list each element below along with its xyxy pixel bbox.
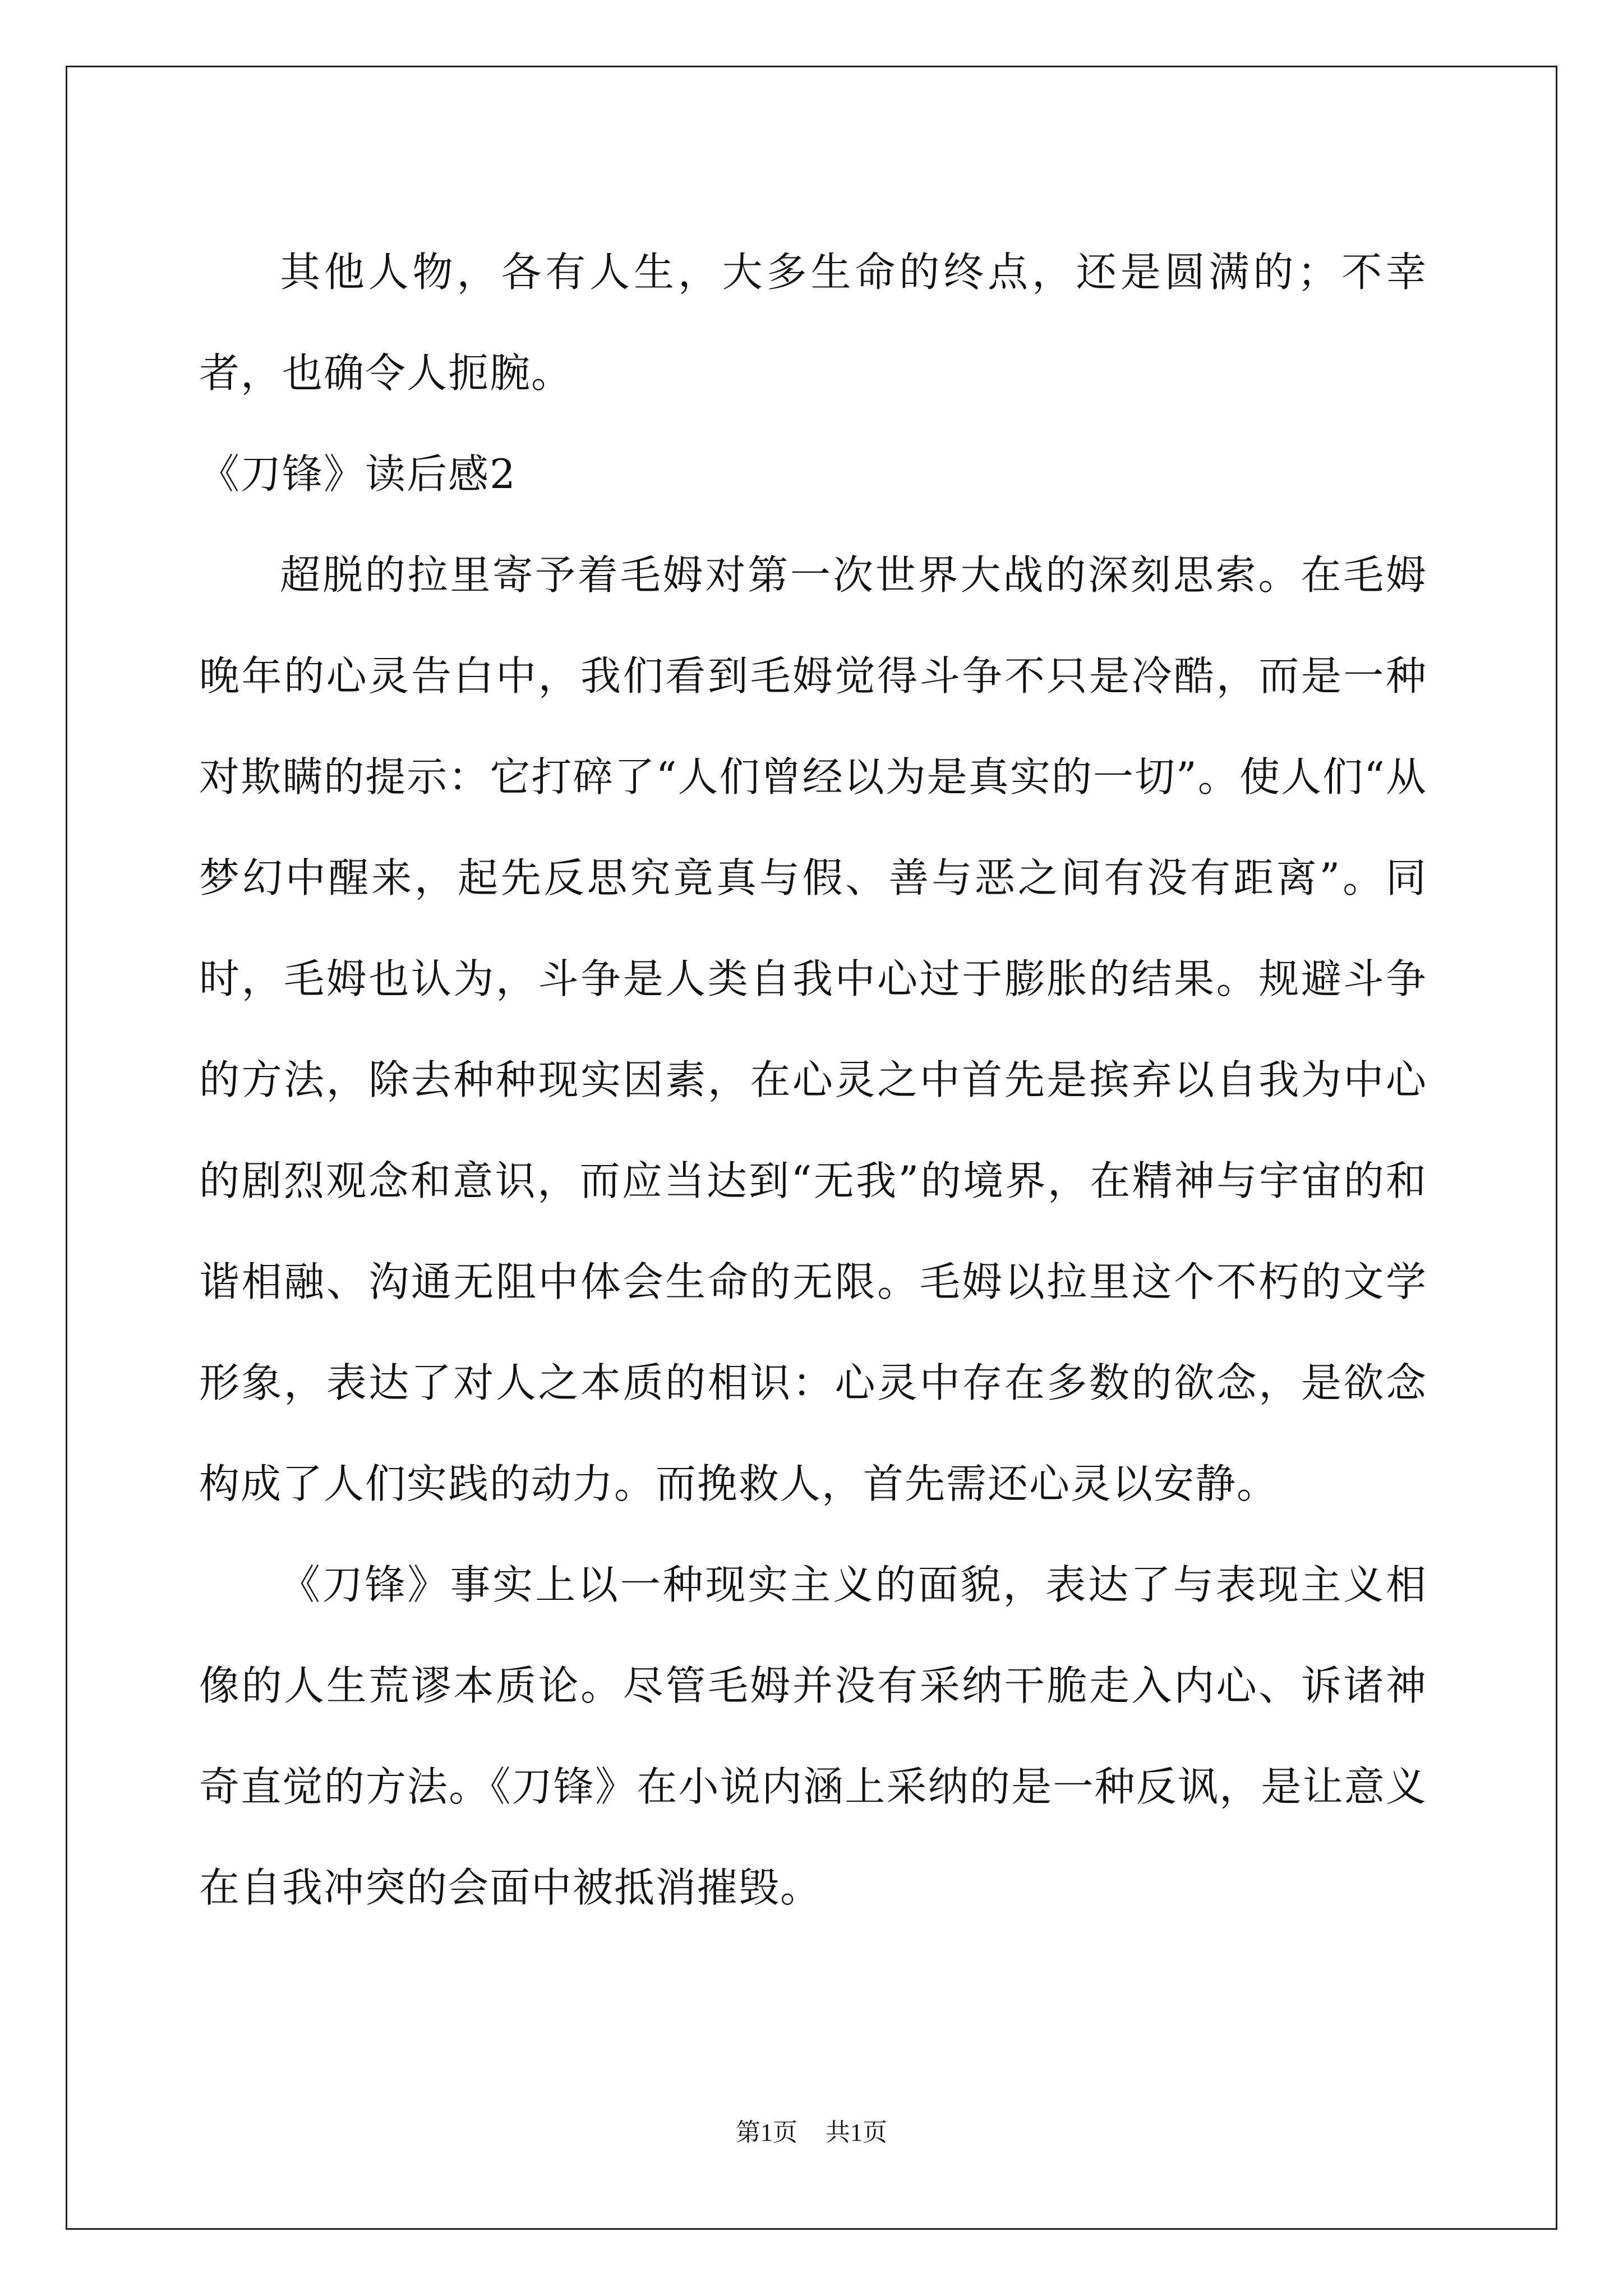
page-number: 第1页 <box>736 2119 797 2146</box>
page-footer <box>0 2112 1623 2148</box>
paragraph-3: 《刀锋》事实上以一种现实主义的面貌，表达了与表现主义相像的人生荒谬本质论。尽管毛姆并没有采纳干脆走入内心、诉诸神奇直觉的方法。《刀锋》在小说内涵上采纳的是一种反讽，是让意义在自我冲突的会面中被抵消摧毁。 <box>199 1561 1427 1911</box>
paragraph-2: 超脱的拉里寄予着毛姆对第一次世界大战的深刻思索。在毛姆晚年的心灵告白中，我们看到毛姆觉得斗争不只是冷酷，而是一种对欺瞒的提示：它打碎了“人们曾经以为是真实的一切”。使人们“从梦幻中醒来，起先反思究竟真与假、善与恶之间有没有距离”。同时，毛姆也认为，斗争是人类自我中心过于膨胀的结果。规避斗争的方法，除去种种现实因素，在心灵之中首先是摈弃以自我为中心的剧烈观念和意识，而应当达到“无我”的境界，在精神与宇宙的和谐相融、沟通无阻中体会生命的无限。毛姆以拉里这个不朽的文学形象，表达了对人之本质的相识：心灵中存在多数的欲念，是欲念构成了人们实践的动力。而挽救人，首先需还心灵以安静。 <box>199 551 1427 1507</box>
total-pages: 共1页 <box>826 2119 887 2146</box>
document-body <box>199 222 1427 1938</box>
paragraph-1: 其他人物，各有人生，大多生命的终点，还是圆满的；不幸者，也确令人扼腕。 <box>199 249 1427 397</box>
section-heading: 《刀锋》读后感2 <box>199 450 517 498</box>
